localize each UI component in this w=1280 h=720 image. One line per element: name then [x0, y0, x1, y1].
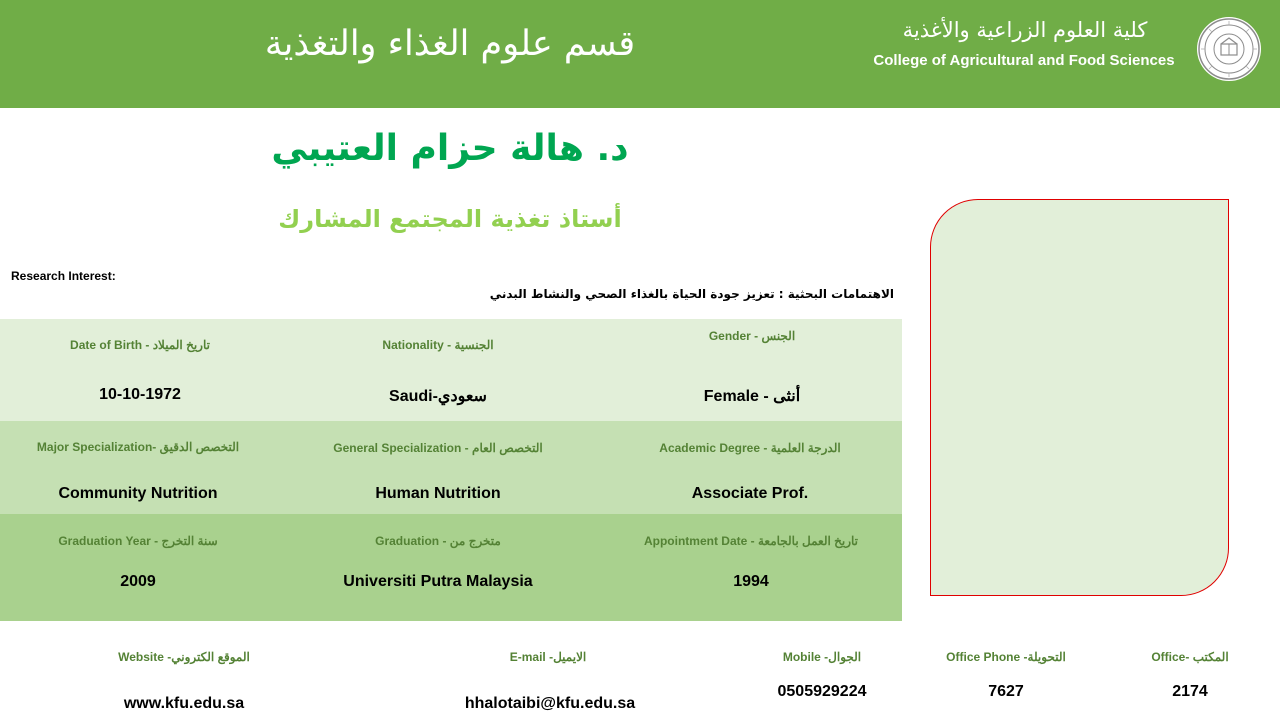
graduation-year-label: Graduation Year - سنة التخرج	[58, 534, 218, 548]
major-specialization-value: Community Nutrition	[58, 485, 218, 502]
office-phone-label: Office Phone -التحويلة	[946, 650, 1066, 664]
mobile-label: Mobile -الجوال	[782, 650, 862, 664]
office-phone-value: 7627	[988, 683, 1024, 700]
nationality-value: Saudi-سعودي	[389, 388, 487, 405]
academic-degree-value: Associate Prof.	[691, 485, 809, 502]
university-seal-icon	[1197, 17, 1261, 81]
academic-degree-label: Academic Degree - الدرجة العلمية	[659, 441, 841, 455]
department-title: قسم علوم الغذاء والتغذية	[264, 24, 636, 64]
research-interest-label: Research Interest:	[11, 269, 116, 283]
info-row-graduation	[0, 514, 902, 621]
website-link[interactable]: www.kfu.edu.sa	[123, 695, 245, 712]
photo-placeholder	[930, 199, 1229, 596]
major-specialization-label: Major Specialization- التخصص الدقيق	[36, 440, 240, 454]
dob-value: 10-10-1972	[99, 386, 181, 403]
general-specialization-label: General Specialization - التخصص العام	[333, 441, 543, 455]
academic-title: أستاذ تغذية المجتمع المشارك	[278, 205, 622, 233]
dob-label: Date of Birth - تاريخ الميلاد	[70, 338, 210, 352]
appointment-date-label: Appointment Date - تاريخ العمل بالجامعة	[643, 534, 859, 548]
college-name-english: College of Agricultural and Food Sciences	[873, 52, 1175, 69]
office-value: 2174	[1172, 683, 1208, 700]
college-name-arabic: كلية العلوم الزراعية والأغذية	[902, 18, 1148, 42]
website-label: Website -الموقع الكتروني	[118, 650, 250, 664]
graduation-label: Graduation - متخرج من	[375, 534, 501, 548]
mobile-value: 0505929224	[777, 683, 867, 700]
appointment-date-value: 1994	[733, 573, 769, 590]
email-label: E-mail -الايميل	[509, 650, 587, 664]
gender-label: Gender - الجنس	[708, 329, 796, 343]
graduation-value: Universiti Putra Malaysia	[343, 573, 533, 590]
email-link[interactable]: hhalotaibi@kfu.edu.sa	[464, 695, 636, 712]
general-specialization-value: Human Nutrition	[375, 485, 501, 502]
nationality-label: Nationality - الجنسية	[382, 338, 494, 352]
office-label: Office- المكتب	[1151, 650, 1229, 664]
header-banner	[0, 0, 1280, 108]
gender-value: Female - أنثى	[703, 388, 801, 405]
research-interest-text: الاهتمامات البحثية : تعزيز جودة الحياة بالغذاء الصحي والنشاط البدني	[489, 287, 894, 301]
faculty-name: د. هالة حزام العتيبي	[271, 128, 629, 169]
graduation-year-value: 2009	[120, 573, 156, 590]
